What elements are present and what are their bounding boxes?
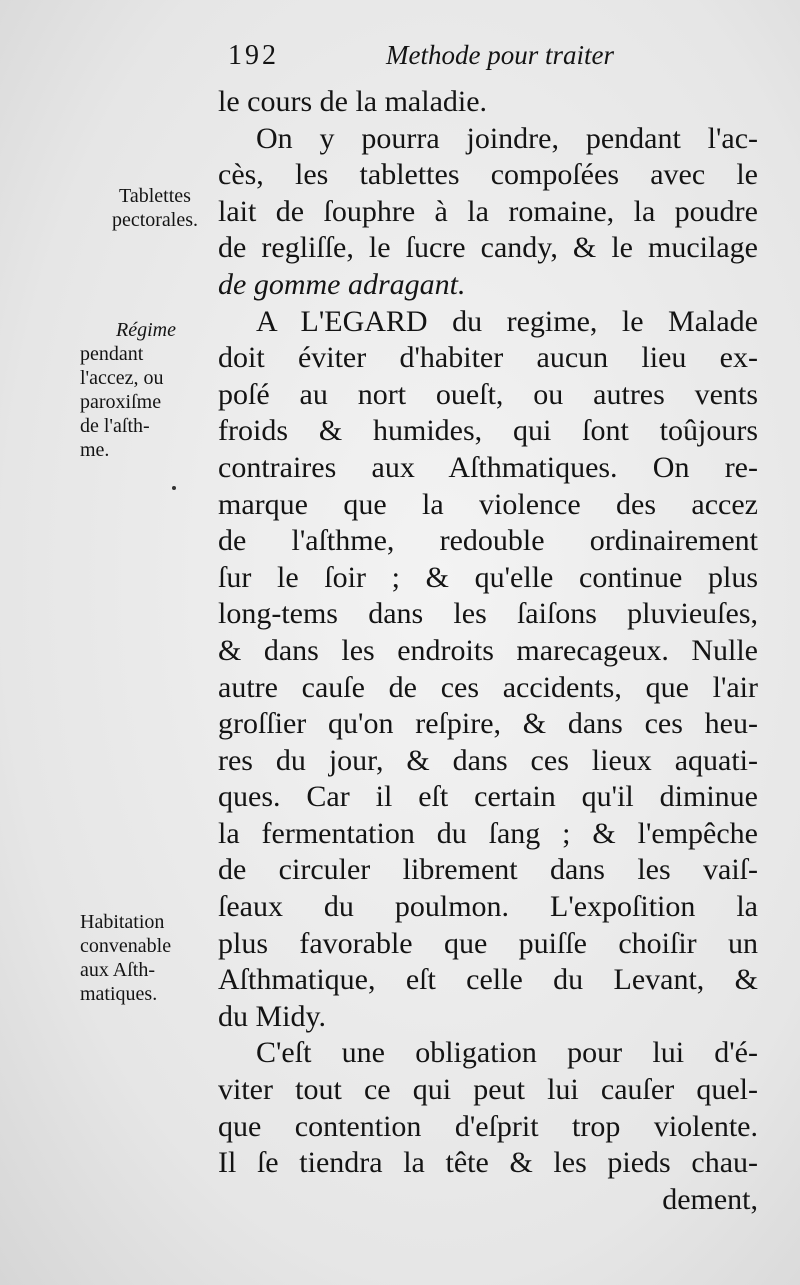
body-text (218, 84, 758, 1218)
page-header (228, 40, 658, 80)
text-line: dement, (662, 1182, 758, 1216)
margin-note-line: de l'aſth- (80, 415, 150, 437)
text-line: de l'aſthme, redouble ordinairement (218, 524, 758, 558)
margin-note-regime (80, 318, 210, 462)
text-line: viter tout ce qui peut lui cauſer quel- (218, 1073, 758, 1107)
text-line: la fermentation du ſang ; & l'empêche (218, 816, 758, 850)
margin-note-line: convenable (80, 935, 172, 957)
text-line: Il ſe tiendra la tête & les pieds chau- (218, 1146, 758, 1180)
text-line: ſur le ſoir ; & qu'elle continue plus (218, 560, 758, 594)
text-line: cès, les tablettes compoſées avec le (218, 158, 758, 192)
margin-note-line: Tablettes (119, 185, 191, 207)
margin-note-line: me. (80, 439, 110, 461)
margin-note-tablettes (96, 184, 214, 232)
text-line: A L'EGARD du regime, le Malade (256, 304, 758, 338)
margin-note-line: paroxiſme (80, 391, 162, 413)
text-line: doit éviter d'habiter aucun lieu ex- (218, 341, 758, 375)
page-number: 192 (228, 40, 279, 71)
text-line: Aſthmatique, eſt celle du Levant, & (218, 963, 758, 997)
text-line: groſſier qu'on reſpire, & dans ces heu- (218, 707, 758, 741)
text-line: & dans les endroits marecageux. Nulle (218, 633, 758, 667)
text-line: que contention d'eſprit trop violente. (218, 1109, 758, 1143)
margin-note-line: Régime (116, 319, 176, 341)
text-line: long-tems dans les ſaiſons pluvieuſes, (218, 597, 758, 631)
margin-note-line: Habitation (80, 911, 165, 933)
text-line: froids & humides, qui ſont toûjours (218, 414, 758, 448)
margin-note-line: pectorales. (111, 209, 199, 231)
text-line: de regliſſe, le ſucre candy, & le mucilage (218, 231, 758, 265)
text-line: ſeaux du poulmon. L'expoſition la (218, 890, 758, 924)
text-line: C'eſt une obligation pour lui d'é- (256, 1036, 758, 1070)
text-line: le cours de la maladie. (218, 85, 488, 118)
text-line: contraires aux Aſthmatiques. On re- (218, 450, 758, 484)
text-line: ques. Car il eſt certain qu'il diminue (218, 780, 758, 814)
text-line: de gomme adragant. (218, 267, 466, 301)
margin-note-line: l'accez, ou (80, 367, 164, 389)
margin-note-habitation (80, 910, 210, 1006)
running-title: Methode pour traiter (386, 40, 614, 70)
margin-note-line: matiques. (80, 983, 158, 1005)
text-line: marque que la violence des accez (218, 487, 758, 521)
margin-note-line: pendant (80, 343, 144, 365)
text-line: On y pourra joindre, pendant l'ac- (256, 121, 758, 155)
margin-note-line: aux Aſth- (80, 959, 155, 981)
text-line: autre cauſe de ces accidents, que l'air (218, 670, 758, 704)
text-line: poſé au nort oueſt, ou autres vents (218, 377, 758, 411)
text-line: res du jour, & dans ces lieux aquati- (218, 743, 758, 777)
text-line: de circuler librement dans les vaiſ- (218, 853, 758, 887)
text-line: lait de ſouphre à la romaine, la poudre (218, 194, 758, 228)
text-line: plus favorable que puiſſe choiſir un (218, 926, 758, 960)
text-line: du Midy. (218, 999, 327, 1033)
ink-dot (172, 486, 176, 490)
